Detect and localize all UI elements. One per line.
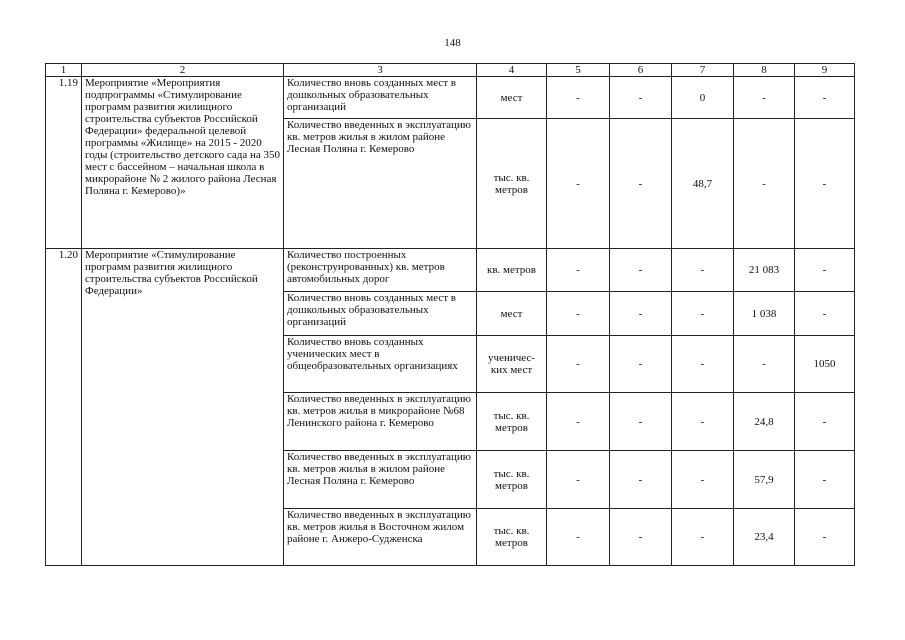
column-number: 7 — [672, 64, 734, 77]
column-number: 4 — [477, 64, 547, 77]
value-cell: - — [547, 336, 610, 393]
item-number: 1.19 — [46, 77, 82, 249]
unit-cell: кв. метров — [477, 249, 547, 292]
event-description: Мероприятие «Мероприятия подпрограммы «Стимулирование программ развития жилищного строительства субъектов Российской Федерации» федеральной целевой программы «Жилище» на 2015 - 2020 годы (строительство детского сада на 350 мест с бассейном – начальная школа в микрорайоне № 2 жилого района Лесная Поляна г. Кемерово)» — [82, 77, 284, 249]
indicator-name: Количество вновь созданных ученических мест в общеобразовательных организациях — [284, 336, 477, 393]
indicator-name: Количество введенных в эксплуатацию кв. метров жилья в жилом районе Лесная Поляна г. Кемерово — [284, 451, 477, 509]
column-number: 8 — [734, 64, 795, 77]
column-number: 3 — [284, 64, 477, 77]
column-number: 1 — [46, 64, 82, 77]
column-number-row — [46, 64, 855, 77]
value-cell: - — [610, 119, 672, 249]
value-cell: - — [610, 292, 672, 336]
value-cell: - — [734, 119, 795, 249]
value-cell: - — [672, 451, 734, 509]
value-cell: - — [672, 292, 734, 336]
value-cell: - — [672, 336, 734, 393]
unit-cell: мест — [477, 77, 547, 119]
page-number: 148 — [444, 37, 461, 49]
value-cell: - — [734, 336, 795, 393]
unit-cell: тыс. кв. метров — [477, 119, 547, 249]
event-description: Мероприятие «Стимулирование программ развития жилищного строительства субъектов Российской Федерации» — [82, 249, 284, 566]
value-cell: - — [547, 119, 610, 249]
value-cell: 0 — [672, 77, 734, 119]
value-cell: - — [547, 292, 610, 336]
value-cell: - — [610, 77, 672, 119]
value-cell: - — [795, 77, 855, 119]
value-cell: - — [795, 249, 855, 292]
value-cell: - — [795, 509, 855, 566]
value-cell: 48,7 — [672, 119, 734, 249]
indicator-name: Количество введенных в эксплуатацию кв. метров жилья в жилом районе Лесная Поляна г. Кемерово — [284, 119, 477, 249]
unit-cell: тыс. кв. метров — [477, 393, 547, 451]
indicator-name: Количество вновь созданных мест в дошкольных образовательных организаций — [284, 77, 477, 119]
indicator-name: Количество введенных в эксплуатацию кв. метров жилья в Восточном жилом районе г. Анжеро-Судженска — [284, 509, 477, 566]
value-cell: - — [547, 393, 610, 451]
value-cell: - — [547, 509, 610, 566]
value-cell: 1050 — [795, 336, 855, 393]
value-cell: - — [734, 77, 795, 119]
column-number: 6 — [610, 64, 672, 77]
value-cell: - — [610, 451, 672, 509]
value-cell: - — [610, 336, 672, 393]
value-cell: - — [610, 393, 672, 451]
value-cell: - — [672, 249, 734, 292]
table-row — [46, 249, 855, 292]
value-cell: - — [610, 249, 672, 292]
indicators-table — [45, 63, 855, 566]
value-cell: 21 083 — [734, 249, 795, 292]
column-number: 2 — [82, 64, 284, 77]
unit-cell: ученичес-ких мест — [477, 336, 547, 393]
value-cell: - — [547, 249, 610, 292]
column-number: 9 — [795, 64, 855, 77]
unit-cell: мест — [477, 292, 547, 336]
value-cell: 1 038 — [734, 292, 795, 336]
value-cell: - — [795, 451, 855, 509]
value-cell: - — [547, 451, 610, 509]
value-cell: 57,9 — [734, 451, 795, 509]
table-row — [46, 77, 855, 119]
indicator-name: Количество построенных (реконструированных) кв. метров автомобильных дорог — [284, 249, 477, 292]
unit-cell: тыс. кв. метров — [477, 509, 547, 566]
value-cell: - — [610, 509, 672, 566]
item-number: 1.20 — [46, 249, 82, 566]
unit-cell: тыс. кв. метров — [477, 451, 547, 509]
value-cell: - — [795, 119, 855, 249]
value-cell: - — [672, 393, 734, 451]
value-cell: 24,8 — [734, 393, 795, 451]
value-cell: 23,4 — [734, 509, 795, 566]
indicator-name: Количество вновь созданных мест в дошкольных образовательных организаций — [284, 292, 477, 336]
value-cell: - — [795, 292, 855, 336]
column-number: 5 — [547, 64, 610, 77]
value-cell: - — [795, 393, 855, 451]
value-cell: - — [672, 509, 734, 566]
indicator-name: Количество введенных в эксплуатацию кв. метров жилья в микрорайоне №68 Ленинского района г. Кемерово — [284, 393, 477, 451]
value-cell: - — [547, 77, 610, 119]
